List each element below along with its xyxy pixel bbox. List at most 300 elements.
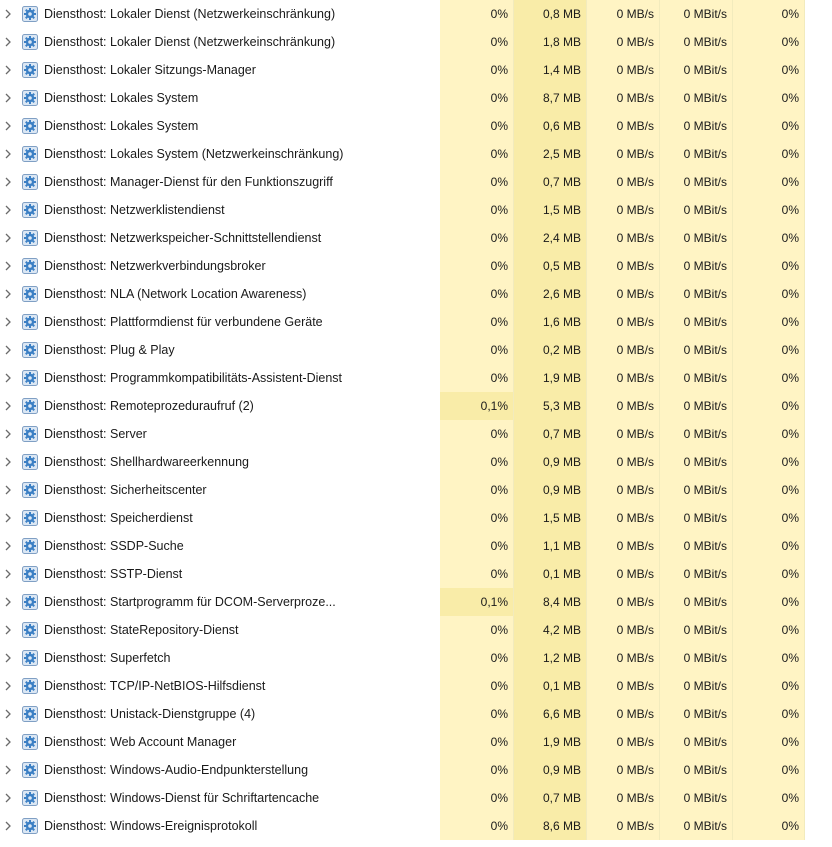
disk-value: 0 MB/s (587, 784, 660, 812)
process-row[interactable] (0, 28, 832, 56)
chevron-right-icon[interactable] (3, 709, 13, 719)
cpu-value: 0% (440, 28, 514, 56)
process-name: Diensthost: Speicherdienst (44, 511, 193, 525)
chevron-right-icon[interactable] (3, 261, 13, 271)
gear-icon (22, 62, 38, 78)
row-spacer (805, 280, 832, 308)
process-name: Diensthost: Lokaler Sitzungs-Manager (44, 63, 256, 77)
gear-icon (22, 342, 38, 358)
process-name: Diensthost: Netzwerklistendienst (44, 203, 225, 217)
process-name-cell (0, 700, 440, 728)
process-name-cell (0, 560, 440, 588)
cpu-value: 0% (440, 728, 514, 756)
process-row[interactable] (0, 84, 832, 112)
row-spacer (805, 448, 832, 476)
process-row[interactable] (0, 784, 832, 812)
process-name-cell (0, 756, 440, 784)
process-name: Diensthost: Windows-Ereignisprotokoll (44, 819, 258, 833)
cpu-value: 0% (440, 476, 514, 504)
row-spacer (805, 308, 832, 336)
network-value: 0 MBit/s (660, 252, 733, 280)
process-row[interactable] (0, 448, 832, 476)
gear-icon (22, 818, 38, 834)
chevron-right-icon[interactable] (3, 485, 13, 495)
memory-value: 0,7 MB (514, 420, 587, 448)
gear-icon (22, 118, 38, 134)
process-row[interactable] (0, 252, 832, 280)
process-name-cell (0, 196, 440, 224)
disk-value: 0 MB/s (587, 224, 660, 252)
gear-icon (22, 426, 38, 442)
cpu-value: 0% (440, 672, 514, 700)
cpu-value: 0% (440, 784, 514, 812)
gear-icon (22, 370, 38, 386)
memory-value: 0,7 MB (514, 784, 587, 812)
process-name-cell (0, 728, 440, 756)
cpu-value: 0% (440, 308, 514, 336)
process-name: Diensthost: Web Account Manager (44, 735, 237, 749)
process-name-cell (0, 420, 440, 448)
memory-value: 0,8 MB (514, 0, 587, 28)
row-spacer (805, 644, 832, 672)
gear-icon (22, 790, 38, 806)
memory-value: 2,6 MB (514, 280, 587, 308)
network-value: 0 MBit/s (660, 476, 733, 504)
network-value: 0 MBit/s (660, 756, 733, 784)
cpu-value: 0% (440, 224, 514, 252)
process-name-cell (0, 112, 440, 140)
memory-value: 0,7 MB (514, 168, 587, 196)
gear-icon (22, 258, 38, 274)
process-name-cell (0, 616, 440, 644)
chevron-right-icon[interactable] (3, 569, 13, 579)
network-value: 0 MBit/s (660, 308, 733, 336)
cpu-value: 0% (440, 532, 514, 560)
process-name: Diensthost: Server (44, 427, 147, 441)
process-row[interactable] (0, 588, 832, 616)
gpu-value: 0% (733, 616, 805, 644)
process-name: Diensthost: TCP/IP-NetBIOS-Hilfsdienst (44, 679, 266, 693)
disk-value: 0 MB/s (587, 140, 660, 168)
process-name: Diensthost: Lokales System (44, 91, 199, 105)
process-row[interactable] (0, 616, 832, 644)
cpu-value: 0% (440, 140, 514, 168)
process-name-cell (0, 532, 440, 560)
gear-icon (22, 230, 38, 246)
gear-icon (22, 734, 38, 750)
chevron-right-icon[interactable] (3, 429, 13, 439)
chevron-right-icon[interactable] (3, 401, 13, 411)
process-name: Diensthost: Lokales System (Netzwerkeinschränkung) (44, 147, 344, 161)
cpu-value: 0% (440, 756, 514, 784)
row-spacer (805, 476, 832, 504)
chevron-right-icon[interactable] (3, 317, 13, 327)
memory-value: 0,6 MB (514, 112, 587, 140)
network-value: 0 MBit/s (660, 672, 733, 700)
process-name-cell (0, 84, 440, 112)
disk-value: 0 MB/s (587, 504, 660, 532)
disk-value: 0 MB/s (587, 560, 660, 588)
network-value: 0 MBit/s (660, 812, 733, 840)
gear-icon (22, 678, 38, 694)
network-value: 0 MBit/s (660, 112, 733, 140)
disk-value: 0 MB/s (587, 616, 660, 644)
process-name: Diensthost: Netzwerkverbindungsbroker (44, 259, 266, 273)
row-spacer (805, 84, 832, 112)
memory-value: 1,9 MB (514, 364, 587, 392)
chevron-right-icon[interactable] (3, 345, 13, 355)
memory-value: 0,9 MB (514, 448, 587, 476)
row-spacer (805, 616, 832, 644)
process-row[interactable] (0, 476, 832, 504)
cpu-value: 0% (440, 0, 514, 28)
disk-value: 0 MB/s (587, 364, 660, 392)
gpu-value: 0% (733, 700, 805, 728)
network-value: 0 MBit/s (660, 560, 733, 588)
gpu-value: 0% (733, 644, 805, 672)
chevron-right-icon[interactable] (3, 149, 13, 159)
process-name-cell (0, 308, 440, 336)
gpu-value: 0% (733, 56, 805, 84)
disk-value: 0 MB/s (587, 0, 660, 28)
gpu-value: 0% (733, 756, 805, 784)
disk-value: 0 MB/s (587, 476, 660, 504)
network-value: 0 MBit/s (660, 336, 733, 364)
gpu-value: 0% (733, 784, 805, 812)
gpu-value: 0% (733, 504, 805, 532)
network-value: 0 MBit/s (660, 616, 733, 644)
chevron-right-icon[interactable] (3, 457, 13, 467)
chevron-right-icon[interactable] (3, 289, 13, 299)
process-name-cell (0, 252, 440, 280)
row-spacer (805, 0, 832, 28)
process-row[interactable] (0, 504, 832, 532)
network-value: 0 MBit/s (660, 140, 733, 168)
process-name: Diensthost: StateRepository-Dienst (44, 623, 239, 637)
disk-value: 0 MB/s (587, 588, 660, 616)
gear-icon (22, 454, 38, 470)
cpu-value: 0% (440, 56, 514, 84)
process-row[interactable] (0, 168, 832, 196)
gpu-value: 0% (733, 560, 805, 588)
gear-icon (22, 650, 38, 666)
disk-value: 0 MB/s (587, 56, 660, 84)
cpu-value: 0% (440, 700, 514, 728)
disk-value: 0 MB/s (587, 112, 660, 140)
cpu-value: 0% (440, 252, 514, 280)
chevron-right-icon[interactable] (3, 233, 13, 243)
gpu-value: 0% (733, 224, 805, 252)
network-value: 0 MBit/s (660, 588, 733, 616)
memory-value: 0,1 MB (514, 672, 587, 700)
disk-value: 0 MB/s (587, 252, 660, 280)
process-row[interactable] (0, 644, 832, 672)
gear-icon (22, 706, 38, 722)
process-row[interactable] (0, 728, 832, 756)
process-name: Diensthost: Netzwerkspeicher-Schnittstellendienst (44, 231, 322, 245)
process-row[interactable] (0, 364, 832, 392)
gear-icon (22, 34, 38, 50)
network-value: 0 MBit/s (660, 700, 733, 728)
memory-value: 1,6 MB (514, 308, 587, 336)
process-name-cell (0, 0, 440, 28)
gpu-value: 0% (733, 168, 805, 196)
chevron-right-icon[interactable] (3, 793, 13, 803)
process-name: Diensthost: Lokaler Dienst (Netzwerkeinschränkung) (44, 35, 336, 49)
process-name-cell (0, 336, 440, 364)
memory-value: 0,1 MB (514, 560, 587, 588)
disk-value: 0 MB/s (587, 84, 660, 112)
process-row[interactable] (0, 140, 832, 168)
gpu-value: 0% (733, 672, 805, 700)
memory-value: 1,8 MB (514, 28, 587, 56)
network-value: 0 MBit/s (660, 84, 733, 112)
process-row[interactable] (0, 392, 832, 420)
chevron-right-icon[interactable] (3, 373, 13, 383)
row-spacer (805, 252, 832, 280)
process-name: Diensthost: Shellhardwareerkennung (44, 455, 249, 469)
row-spacer (805, 224, 832, 252)
gear-icon (22, 286, 38, 302)
gear-icon (22, 202, 38, 218)
process-row[interactable] (0, 196, 832, 224)
gear-icon (22, 174, 38, 190)
gpu-value: 0% (733, 392, 805, 420)
chevron-right-icon[interactable] (3, 597, 13, 607)
memory-value: 0,9 MB (514, 756, 587, 784)
memory-value: 0,9 MB (514, 476, 587, 504)
row-spacer (805, 112, 832, 140)
gear-icon (22, 566, 38, 582)
process-row[interactable] (0, 0, 832, 28)
gear-icon (22, 622, 38, 638)
gpu-value: 0% (733, 112, 805, 140)
memory-value: 5,3 MB (514, 392, 587, 420)
network-value: 0 MBit/s (660, 504, 733, 532)
disk-value: 0 MB/s (587, 308, 660, 336)
network-value: 0 MBit/s (660, 532, 733, 560)
chevron-right-icon[interactable] (3, 205, 13, 215)
row-spacer (805, 784, 832, 812)
chevron-right-icon[interactable] (3, 177, 13, 187)
memory-value: 1,9 MB (514, 728, 587, 756)
process-name: Diensthost: Superfetch (44, 651, 171, 665)
cpu-value: 0% (440, 644, 514, 672)
chevron-right-icon[interactable] (3, 821, 13, 831)
process-name-cell (0, 672, 440, 700)
network-value: 0 MBit/s (660, 0, 733, 28)
gear-icon (22, 146, 38, 162)
memory-value: 0,5 MB (514, 252, 587, 280)
chevron-right-icon[interactable] (3, 93, 13, 103)
gear-icon (22, 6, 38, 22)
network-value: 0 MBit/s (660, 448, 733, 476)
row-spacer (805, 168, 832, 196)
gpu-value: 0% (733, 336, 805, 364)
process-name-cell (0, 476, 440, 504)
process-name: Diensthost: NLA (Network Location Awareness) (44, 287, 307, 301)
chevron-right-icon[interactable] (3, 765, 13, 775)
gpu-value: 0% (733, 364, 805, 392)
network-value: 0 MBit/s (660, 196, 733, 224)
process-row[interactable] (0, 224, 832, 252)
process-name-cell (0, 448, 440, 476)
disk-value: 0 MB/s (587, 672, 660, 700)
gpu-value: 0% (733, 0, 805, 28)
cpu-value: 0% (440, 616, 514, 644)
gear-icon (22, 762, 38, 778)
network-value: 0 MBit/s (660, 784, 733, 812)
memory-value: 1,4 MB (514, 56, 587, 84)
memory-value: 1,1 MB (514, 532, 587, 560)
process-row[interactable] (0, 112, 832, 140)
gpu-value: 0% (733, 812, 805, 840)
gear-icon (22, 314, 38, 330)
process-name: Diensthost: Manager-Dienst für den Funktionszugriff (44, 175, 333, 189)
network-value: 0 MBit/s (660, 644, 733, 672)
network-value: 0 MBit/s (660, 392, 733, 420)
disk-value: 0 MB/s (587, 700, 660, 728)
process-name: Diensthost: Windows-Dienst für Schriftartencache (44, 791, 320, 805)
cpu-value: 0% (440, 196, 514, 224)
cpu-value: 0% (440, 448, 514, 476)
process-name: Diensthost: Lokales System (44, 119, 199, 133)
process-row[interactable] (0, 560, 832, 588)
memory-value: 6,6 MB (514, 700, 587, 728)
cpu-value: 0% (440, 420, 514, 448)
process-name-cell (0, 280, 440, 308)
process-name-cell (0, 364, 440, 392)
chevron-right-icon[interactable] (3, 541, 13, 551)
process-name-cell (0, 28, 440, 56)
memory-value: 8,6 MB (514, 812, 587, 840)
process-row[interactable] (0, 812, 832, 840)
disk-value: 0 MB/s (587, 756, 660, 784)
gpu-value: 0% (733, 728, 805, 756)
process-name: Diensthost: Lokaler Dienst (Netzwerkeinschränkung) (44, 7, 336, 21)
chevron-right-icon[interactable] (3, 37, 13, 47)
network-value: 0 MBit/s (660, 420, 733, 448)
gear-icon (22, 398, 38, 414)
process-name-cell (0, 588, 440, 616)
process-name: Diensthost: Sicherheitscenter (44, 483, 207, 497)
chevron-right-icon[interactable] (3, 121, 13, 131)
process-row[interactable] (0, 280, 832, 308)
process-name-cell (0, 140, 440, 168)
chevron-right-icon[interactable] (3, 653, 13, 663)
row-spacer (805, 336, 832, 364)
process-row[interactable] (0, 420, 832, 448)
gear-icon (22, 90, 38, 106)
network-value: 0 MBit/s (660, 364, 733, 392)
row-spacer (805, 756, 832, 784)
memory-value: 1,5 MB (514, 196, 587, 224)
process-name: Diensthost: Plattformdienst für verbundene Geräte (44, 315, 323, 329)
gear-icon (22, 510, 38, 526)
gpu-value: 0% (733, 420, 805, 448)
network-value: 0 MBit/s (660, 224, 733, 252)
chevron-right-icon[interactable] (3, 65, 13, 75)
process-row[interactable] (0, 56, 832, 84)
cpu-value: 0% (440, 280, 514, 308)
process-row[interactable] (0, 532, 832, 560)
process-name: Diensthost: Startprogramm für DCOM-Serverproze... (44, 595, 336, 609)
process-name-cell (0, 812, 440, 840)
process-row[interactable] (0, 336, 832, 364)
row-spacer (805, 700, 832, 728)
process-row[interactable] (0, 756, 832, 784)
process-name: Diensthost: Remoteprozeduraufruf (2) (44, 399, 254, 413)
process-name-cell (0, 504, 440, 532)
network-value: 0 MBit/s (660, 728, 733, 756)
memory-value: 8,4 MB (514, 588, 587, 616)
memory-value: 4,2 MB (514, 616, 587, 644)
process-name-cell (0, 784, 440, 812)
gpu-value: 0% (733, 476, 805, 504)
gpu-value: 0% (733, 84, 805, 112)
disk-value: 0 MB/s (587, 644, 660, 672)
memory-value: 1,5 MB (514, 504, 587, 532)
process-row[interactable] (0, 700, 832, 728)
memory-value: 1,2 MB (514, 644, 587, 672)
row-spacer (805, 28, 832, 56)
cpu-value: 0% (440, 560, 514, 588)
row-spacer (805, 420, 832, 448)
chevron-right-icon[interactable] (3, 625, 13, 635)
disk-value: 0 MB/s (587, 532, 660, 560)
row-spacer (805, 196, 832, 224)
process-name-cell (0, 168, 440, 196)
disk-value: 0 MB/s (587, 168, 660, 196)
row-spacer (805, 728, 832, 756)
gpu-value: 0% (733, 252, 805, 280)
disk-value: 0 MB/s (587, 392, 660, 420)
process-row[interactable] (0, 308, 832, 336)
cpu-value: 0% (440, 84, 514, 112)
row-spacer (805, 812, 832, 840)
network-value: 0 MBit/s (660, 56, 733, 84)
cpu-value: 0,1% (440, 392, 514, 420)
process-name-cell (0, 392, 440, 420)
chevron-right-icon[interactable] (3, 9, 13, 19)
process-row[interactable] (0, 672, 832, 700)
memory-value: 8,7 MB (514, 84, 587, 112)
process-name: Diensthost: Programmkompatibilitäts-Assistent-Dienst (44, 371, 343, 385)
chevron-right-icon[interactable] (3, 681, 13, 691)
gear-icon (22, 538, 38, 554)
memory-value: 0,2 MB (514, 336, 587, 364)
memory-value: 2,4 MB (514, 224, 587, 252)
gpu-value: 0% (733, 308, 805, 336)
process-name: Diensthost: SSDP-Suche (44, 539, 184, 553)
disk-value: 0 MB/s (587, 448, 660, 476)
gear-icon (22, 482, 38, 498)
cpu-value: 0% (440, 364, 514, 392)
row-spacer (805, 56, 832, 84)
network-value: 0 MBit/s (660, 168, 733, 196)
gpu-value: 0% (733, 280, 805, 308)
row-spacer (805, 672, 832, 700)
disk-value: 0 MB/s (587, 28, 660, 56)
gpu-value: 0% (733, 532, 805, 560)
process-name: Diensthost: Unistack-Dienstgruppe (4) (44, 707, 256, 721)
cpu-value: 0% (440, 504, 514, 532)
memory-value: 2,5 MB (514, 140, 587, 168)
disk-value: 0 MB/s (587, 812, 660, 840)
chevron-right-icon[interactable] (3, 513, 13, 523)
chevron-right-icon[interactable] (3, 737, 13, 747)
gear-icon (22, 594, 38, 610)
